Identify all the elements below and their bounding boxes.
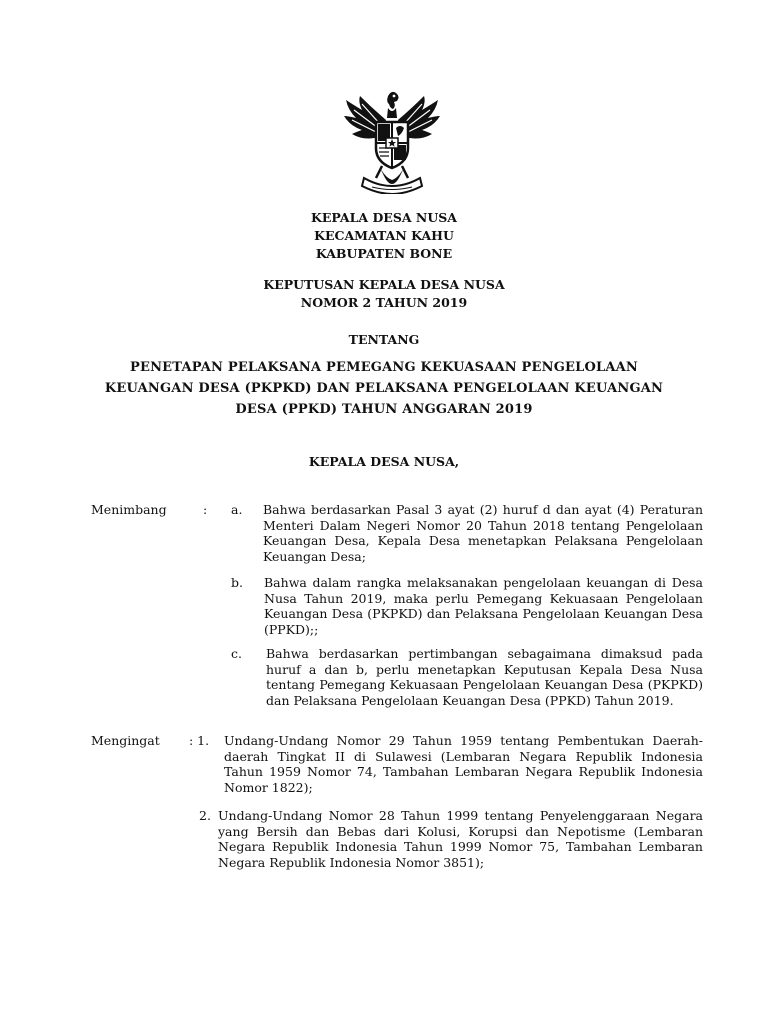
- header-line-1: KEPALA DESA NUSA: [311, 210, 457, 225]
- header-line-2: KECAMATAN KAHU: [314, 228, 454, 243]
- menimbang-marker-c: c.: [231, 646, 242, 661]
- issuer-title: KEPALA DESA NUSA,: [308, 454, 460, 469]
- about-label: TENTANG: [348, 332, 420, 347]
- subject-line-1: PENETAPAN PELAKSANA PEMEGANG KEKUASAAN PENGELOLAAN: [130, 360, 638, 375]
- subject-line-3: DESA (PPKD) TAHUN ANGGARAN 2019: [235, 402, 533, 417]
- mengingat-marker-2: 2.: [199, 808, 211, 823]
- menimbang-colon: :: [203, 502, 208, 517]
- menimbang-item-a: Bahwa berdasarkan Pasal 3 ayat (2) huruf d dan ayat (4) Peraturan Menteri Dalam Negeri Nomor 20 Tahun 2018 tentang Pengelolaan Keuangan Desa, Kepala Desa menetapkan Pelaksana Pengelolaan Keuangan Desa;: [263, 502, 703, 564]
- mengingat-item-2: Undang-Undang Nomor 28 Tahun 1999 tentang Penyelenggaraan Negara yang Bersih dan Bebas dari Kolusi, Korupsi dan Nepotisme (Lembaran Negara Republik Indonesia Tahun 1999 Nomor 75, Tambahan Lembaran Negara Republik Indonesia Nomor 3851);: [218, 808, 703, 870]
- mengingat-marker-1: : 1.: [189, 733, 210, 748]
- mengingat-label: Mengingat: [91, 733, 160, 748]
- header-line-3: KABUPATEN BONE: [315, 246, 453, 261]
- decree-number: NOMOR 2 TAHUN 2019: [300, 295, 468, 310]
- menimbang-marker-a: a.: [231, 502, 243, 517]
- institution-header: [0, 209, 768, 263]
- subject-line-2: KEUANGAN DESA (PKPKD) DAN PELAKSANA PENGELOLAAN KEUANGAN: [104, 381, 664, 396]
- decree-subject: [0, 357, 768, 420]
- mengingat-item-1: Undang-Undang Nomor 29 Tahun 1959 tentang Pembentukan Daerah-daerah Tingkat II di Sulawesi (Lembaran Negara Republik Indonesia Tahun 1959 Nomor 74, Tambahan Lembaran Negara Republik Indonesia Nomor 1822);: [224, 733, 703, 795]
- menimbang-item-b: Bahwa dalam rangka melaksanakan pengelolaan keuangan di Desa Nusa Tahun 2019, maka perlu Pemegang Kekuasaan Pengelolaan Keuangan Desa (PKPKD) dan Pelaksana Pengelolaan Keuangan Desa (PPKD);;: [264, 575, 703, 637]
- menimbang-marker-b: b.: [231, 575, 243, 590]
- decree-title: KEPUTUSAN KEPALA DESA NUSA: [263, 277, 505, 292]
- menimbang-item-c: Bahwa berdasarkan pertimbangan sebagaimana dimaksud pada huruf a dan b, perlu menetapkan Keputusan Kepala Desa Nusa tentang Pemegang Kekuasaan Pengelolaan Keuangan Desa (PKPKD) dan Pelaksana Pengelolaan Keuangan Desa (PPKD) Tahun 2019.: [266, 646, 703, 708]
- menimbang-label: Menimbang: [91, 502, 167, 517]
- garuda-emblem-icon: [342, 88, 442, 194]
- decree-heading: [0, 276, 768, 312]
